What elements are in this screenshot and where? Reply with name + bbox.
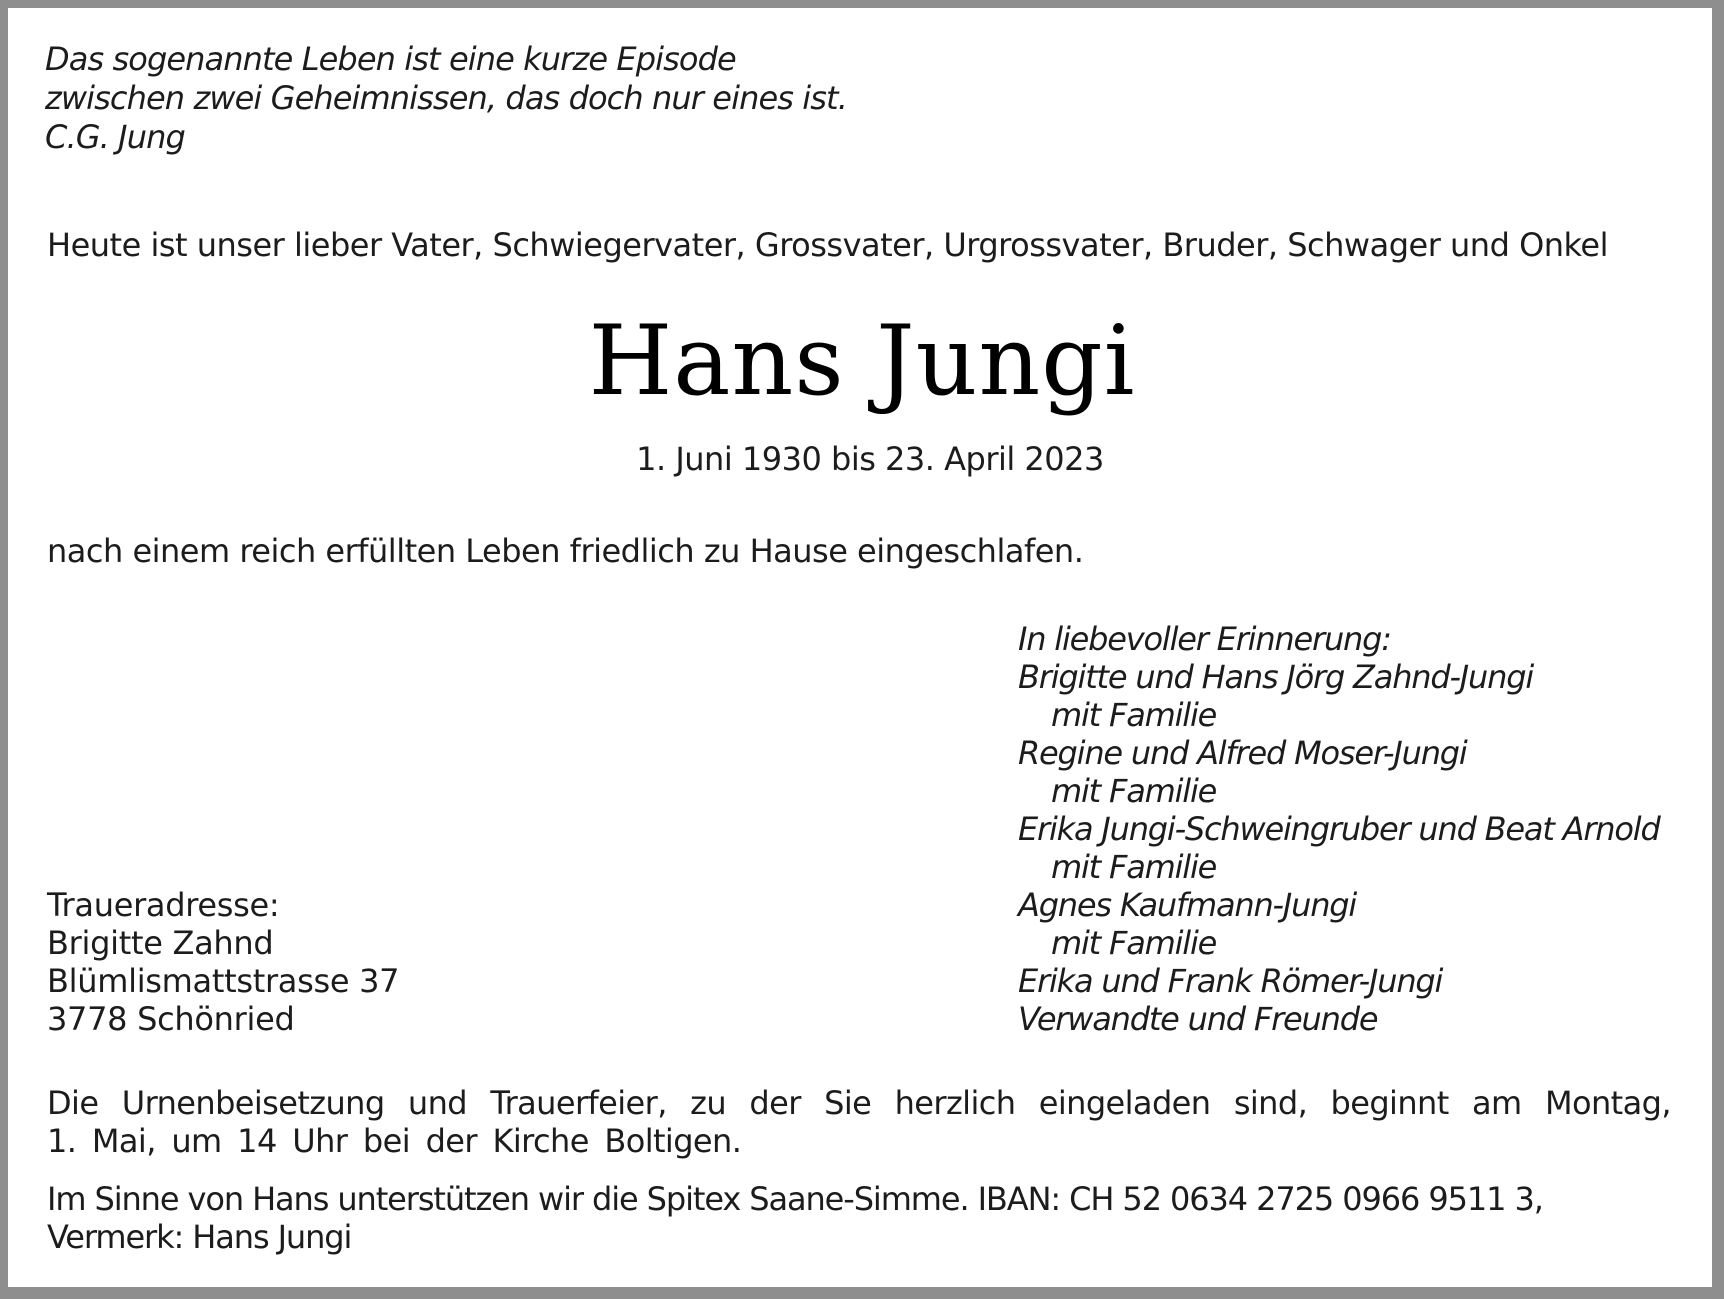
- address-label: Traueradresse:: [47, 886, 280, 924]
- mourners-heading: In liebevoller Erinnerung:: [1018, 620, 1391, 658]
- mourner-names: Verwandte und Freunde: [1018, 1000, 1378, 1038]
- mourner-names: Erika und Frank Römer-Jungi: [1018, 962, 1443, 1000]
- ceremony-word: Montag,: [1545, 1084, 1671, 1122]
- ceremony-word: Die: [47, 1084, 99, 1122]
- quote-line: Das sogenannte Leben ist eine kurze Episode: [45, 40, 736, 78]
- donation-reference: Vermerk: Hans Jungi: [47, 1218, 352, 1256]
- ceremony-word: beginnt: [1330, 1084, 1449, 1122]
- life-dates: 1. Juni 1930 bis 23. April 2023: [636, 440, 1104, 478]
- ceremony-word: Sie: [824, 1084, 872, 1122]
- donation-info: [47, 1180, 1671, 1256]
- mourning-address: [47, 886, 399, 1038]
- mourners-list: [1018, 620, 1660, 1038]
- mourner-note: mit Familie: [1051, 848, 1217, 886]
- ceremony-word: und: [407, 1084, 467, 1122]
- ceremony-line-2: 1. Mai, um 14 Uhr bei der Kirche Boltigen.: [47, 1122, 742, 1160]
- quote-author: C.G. Jung: [45, 118, 185, 156]
- ceremony-word: der: [749, 1084, 801, 1122]
- epigraph-quote: [45, 40, 847, 157]
- mourner-note: mit Familie: [1051, 924, 1217, 962]
- address-city: 3778 Schönried: [47, 1000, 295, 1038]
- address-street: Blümlismattstrasse 37: [47, 962, 400, 1000]
- ceremony-word: Urnenbeisetzung: [121, 1084, 385, 1122]
- ceremony-word: Trauerfeier,: [490, 1084, 667, 1122]
- ceremony-word: herzlich: [894, 1084, 1016, 1122]
- ceremony-line-1: [47, 1084, 1671, 1122]
- address-name: Brigitte Zahnd: [47, 924, 274, 962]
- ceremony-info: [47, 1084, 1671, 1160]
- mourner-names: Agnes Kaufmann-Jungi: [1018, 886, 1357, 924]
- passing-text: nach einem reich erfüllten Leben friedlich zu Hause eingeschlafen.: [47, 532, 1084, 570]
- ceremony-word: am: [1472, 1084, 1522, 1122]
- mourner-note: mit Familie: [1051, 696, 1217, 734]
- ceremony-word: eingeladen: [1038, 1084, 1211, 1122]
- mourner-note: mit Familie: [1051, 772, 1217, 810]
- mourner-names: Regine und Alfred Moser-Jungi: [1018, 734, 1467, 772]
- obituary-notice: [8, 8, 1712, 1287]
- deceased-name: Hans Jungi: [588, 305, 1136, 417]
- ceremony-word: zu: [690, 1084, 727, 1122]
- donation-line: Im Sinne von Hans unterstützen wir die Spitex Saane-Simme. IBAN: CH 52 0634 2725 0966 9511 3,: [47, 1180, 1543, 1218]
- intro-text: Heute ist unser lieber Vater, Schwiegervater, Grossvater, Urgrossvater, Bruder, Schwager und Onkel: [47, 226, 1608, 264]
- ceremony-word: sind,: [1233, 1084, 1308, 1122]
- mourner-names: Erika Jungi-Schweingruber und Beat Arnold: [1018, 810, 1660, 848]
- quote-line: zwischen zwei Geheimnissen, das doch nur eines ist.: [45, 79, 847, 117]
- mourner-names: Brigitte und Hans Jörg Zahnd-Jungi: [1018, 658, 1534, 696]
